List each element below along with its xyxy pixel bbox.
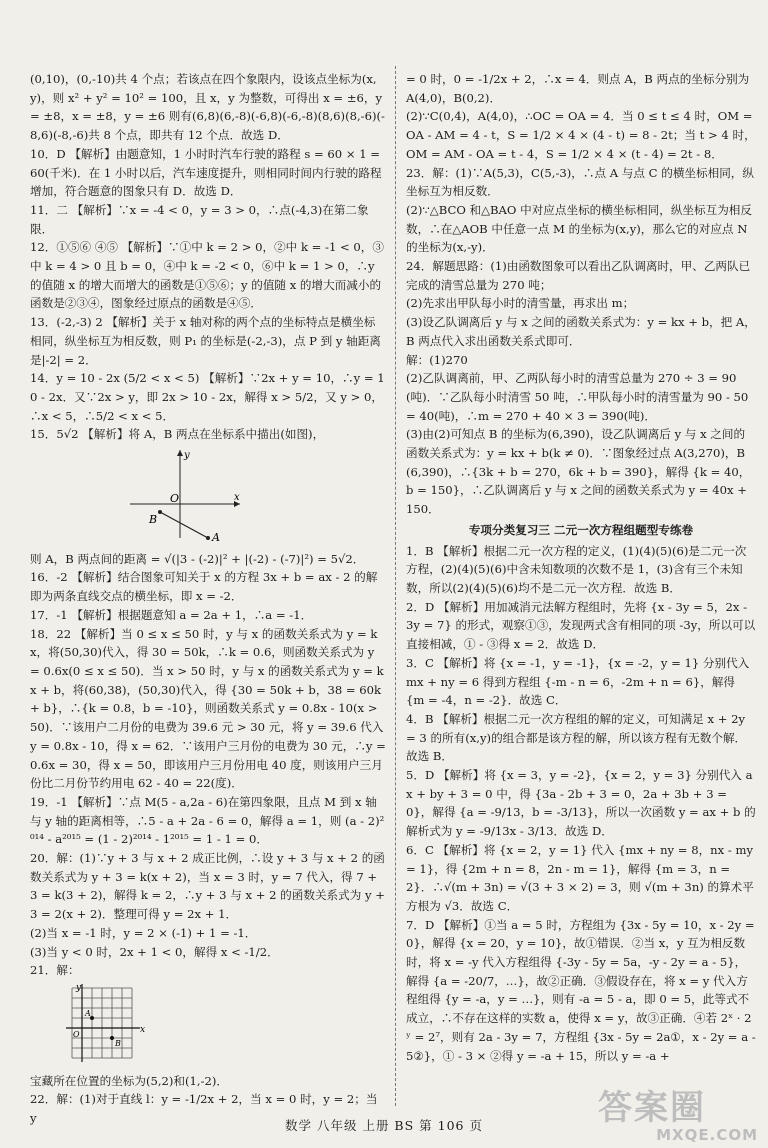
answer-paragraph: 24．解题思路：(1)由函数图象可以看出乙队调离时，甲、乙两队已完成的清雪总量为 270 吨；	[406, 259, 751, 292]
answer-paragraph: 22．解：(1)对于直线 l：y = -1/2x + 2，当 x = 0 时，y = 2；当 y	[30, 1092, 378, 1126]
answer-paragraph: 13．(-2,-3) 2 【解析】关于 x 轴对称的两个点的坐标特点是横坐标相同，纵坐标互为相反数，则 P₁ 的坐标是(-2,-3)，点 P 到 y 轴距离是|-2| = 2．	[30, 315, 381, 367]
point-a-label: A	[85, 1008, 91, 1018]
answer-paragraph: (3)由(2)可知点 B 的坐标为(6,390)，设乙队调离后 y 与 x 之间的函数关系式为：y = kx + b(k ≠ 0)．∵图象经过点 A(3,270)，B(6,390)，∴{3k + b = 270，6k + b = 390}，解得 {k = 40，b = 150}，∴乙队调离后 y 与 x 之间的函数关系式为 y = 40x + 150．	[406, 427, 751, 517]
answer-paragraph: 19．-1 【解析】∵点 M(5 - a,2a - 6)在第四象限，且点 M 到 x 轴与 y 轴的距离相等，∴5 - a + 2a - 6 = 0，解得 a = 1，则 (a - 2)²⁰¹⁴ - a²⁰¹⁵ = (1 - 2)²⁰¹⁴ - 1²⁰¹⁵ = 1 - 1 = 0．	[30, 794, 385, 847]
answer-paragraph: 6．C 【解析】将 {x = 2，y = 1} 代入 {mx + ny = 8，nx - my = 1}，得 {2m + n = 8，2n - m = 1}，解得 {m = 3，n = 2}．∴√(m + 3n) = √(3 + 3 × 2) = 3，则 √(m + 3n) 的算术平方根为 √3．故选 C．	[406, 842, 754, 913]
answer-paragraph: 12．①⑤⑥ ④⑤ 【解析】∵①中 k = 2 > 0，②中 k = -1 < 0，③中 k = 4 > 0 且 b = 0，④中 k = -2 < 0，⑥中 k = 1 > 0，∴y 的值随 x 的增大而增大的函数是①⑤⑥；y 的值随 x 的增大而减小的函数是②③④，图象经过原点的函数是④⑤．	[30, 240, 384, 311]
y-axis-label: y	[76, 982, 82, 993]
answer-paragraph: 21．解：	[30, 963, 80, 978]
section-title: 专项分类复习三 二元一次方程组题型专练卷	[468, 522, 694, 537]
origin-label: O	[170, 492, 180, 506]
x-axis-label: x	[234, 492, 240, 504]
origin-label: O	[73, 1029, 80, 1039]
point-a-label: A	[212, 531, 220, 543]
y-axis-label: y	[184, 450, 190, 462]
grid-figure-21	[30, 982, 150, 1064]
answer-paragraph: 15．5√2 【解析】将 A，B 两点在坐标系中描出(如图)，	[30, 427, 325, 442]
answer-paragraph: 则 A，B 两点间的距离 = √(|3 - (-2)|² + |(-2) - (-7)|²) = 5√2．	[30, 551, 365, 566]
answer-paragraph: (2)当 x = -1 时，y = 2 × (-1) + 1 = -1．	[30, 925, 257, 940]
answer-paragraph: 宝藏所在位置的坐标为(5,2)和(1,-2)．	[30, 1073, 229, 1088]
point-b-label: B	[149, 513, 158, 527]
left-column	[30, 70, 386, 1128]
answer-paragraph: (2)先求出甲队每小时的清雪量，再求出 m；	[406, 296, 635, 311]
watermark-url: MXQE.COM	[656, 1126, 758, 1144]
answer-paragraph: 18．22 【解析】当 0 ≤ x ≤ 50 时，y 与 x 的函数关系式为 y = kx，将(50,30)代入，得 30 = 50k，∴k = 0.6，则函数关系式为 y = 0.6x(0 ≤ x ≤ 50)．当 x > 50 时，y 与 x 的函数关系式为 y = kx + b，将(60,38)，(50,30)代入，得 {30 = 50k + b，38 = 60k + b}，∴{k = 0.8，b = -10}，则函数关系式 y = 0.8x - 10(x > 50)．∵该用户二月份的电费为 39.6 元 > 30 元，将 y = 39.6 代入 y = 0.8x - 10，得 x = 62．∵该用户三月份的电费为 30 元，∴y = 0.6x = 30，得 x = 50，即该用户三月份用电 40 度，则该用户三月份比二月份节约用电 62 - 40 = 22(度)．	[30, 626, 386, 791]
answer-paragraph: 10．D 【解析】由题意知，1 小时时汽车行驶的路程 s = 60 × 1 = 60(千米)．在 1 小时以后，汽车速度提升，则相同时间内行驶的路程增加，符合题意的图象只有 D．故选 D．	[30, 146, 382, 199]
answer-paragraph: (2)∵C(0,4)，A(4,0)，∴OC = OA = 4．当 0 ≤ t ≤ 4 时，OM = OA - AM = 4 - t，S = 1/2 × 4 × (4 - t) = 8 - 2t；当 t > 4 时，OM = AM - OA = t - 4，S = 1/2 × 4 × (t - 4) = 2t - 8．	[406, 109, 756, 161]
answer-paragraph: 5．D 【解析】将 {x = 3，y = -2}，{x = 2，y = 3} 分别代入 ax + by + 3 = 0 中，得 {3a - 2b + 3 = 0，2a + 3b + 3 = 0}，解得 {a = -9/13，b = -3/13}，所以一次函数 y = ax + b 的解析式为 y = -9/13x - 3/13．故选 D．	[406, 768, 756, 839]
answer-paragraph: (2)乙队调离前，甲、乙两队每小时的清雪总量为 270 ÷ 3 = 90(吨)．∵乙队每小时清雪 50 吨，∴甲队每小时的清雪量为 90 - 50 = 40(吨)，∴m = 270 + 40 × 3 = 390(吨)．	[406, 371, 749, 423]
answer-paragraph: 2．D 【解析】用加减消元法解方程组时，先将 {x - 3y = 5，2x - 3y = 7} 的形式，观察①③，发现两式含有相同的项 -3y，所以可以直接相减，① - ③得 x = 2．故选 D．	[406, 599, 756, 652]
answer-paragraph: 17．-1 【解析】根据题意知 a = 2a + 1，∴a = -1．	[30, 607, 313, 622]
answer-paragraph: = 0 时，0 = -1/2x + 2，∴x = 4．则点 A，B 两点的坐标分别为 A(4,0)，B(0,2)．	[406, 72, 750, 105]
answer-paragraph: 14．y = 10 - 2x (5/2 < x < 5) 【解析】∵2x + y = 10，∴y = 10 - 2x．又∵2x > y，即 2x > 10 - 2x，解得 x > 5/2，又 y > 0，∴x < 5，∴5/2 < x < 5．	[30, 371, 385, 423]
x-axis-label: x	[140, 1024, 146, 1035]
coordinate-figure-15	[30, 446, 270, 542]
answer-paragraph: 3．C 【解析】将 {x = -1，y = -1}，{x = -2，y = 1} 分别代入 mx + ny = 6 得到方程组 {-m - n = 6，-2m + n = 6}，解得 {m = -4，n = -2}．故选 C．	[406, 655, 750, 708]
point-b-label: B	[115, 1038, 121, 1048]
page-footer: 数学 八年级 上册 BS 第 106 页	[285, 1118, 483, 1133]
answer-paragraph: (2)∵△BCO 和△BAO 中对应点坐标的横坐标相同，纵坐标互为相反数，∴在△AOB 中任意一点 M 的坐标为(x,y)，那么它的对应点 N 的坐标为(x,-y)．	[406, 202, 752, 255]
answer-paragraph: (0,10)，(0,-10)共 4 个点；若该点在四个象限内，设该点坐标为(x,y)，则 x² + y² = 10² = 100，且 x，y 为整数，可得出 x = ±6，y = ±8，x = ±8，y = ±6 则有(6,8)(6,-8)(-6,8)(-6,-8)(8,6)(8,-6)(-8,6)(-8,-6)共 8 个点，即共有 12 个点．故选 D．	[30, 72, 385, 143]
answer-paragraph: 23．解：(1)∵A(5,3)，C(5,-3)，∴点 A 与点 C 的横坐标相同，纵坐标互为相反数．	[406, 165, 754, 199]
answer-paragraph: 20．解：(1)∵y + 3 与 x + 2 成正比例，∴设 y + 3 与 x + 2 的函数关系式为 y + 3 = k(x + 2)，当 x = 3 时，y = 7 代入，得 7 + 3 = k(3 + 2)，解得 k = 2，∴y + 3 与 x + 2 的函数关系式为 y + 3 = 2(x + 2)．整理可得 y = 2x + 1．	[30, 851, 385, 922]
watermark	[598, 1088, 758, 1144]
answer-paragraph: 解：(1)270	[406, 352, 468, 367]
watermark-logo: 答案圈	[598, 1088, 706, 1128]
answer-paragraph: 4．B 【解析】根据二元一次方程组的解的定义，可知满足 x + 2y = 3 的所有(x,y)的组合都是该方程的解，所以该方程有无数个解．故选 B．	[406, 711, 747, 764]
answer-paragraph: 1．B 【解析】根据二元一次方程的定义，(1)(4)(5)(6)是二元一次方程，(2)(4)(5)(6)中含未知数项的次数不是 1，(3)含有三个未知数，所以(2)(4)(5)(6)均不是二元一次方程．故选 B．	[406, 543, 747, 595]
answer-paragraph: 11．二 【解析】∵x = -4 < 0，y = 3 > 0，∴点(-4,3)在第二象限．	[30, 202, 369, 236]
answer-paragraph: (3)设乙队调离后 y 与 x 之间的函数关系式为：y = kx + b，把 A，B 两点代入求出函数关系式即可．	[406, 315, 756, 348]
answer-paragraph: (3)当 y < 0 时，2x + 1 < 0，解得 x < -1/2．	[30, 944, 279, 959]
right-column	[406, 70, 756, 1065]
column-divider	[395, 66, 396, 1106]
answer-paragraph: 7．D 【解析】①当 a = 5 时，方程组为 {3x - 5y = 10，x - 2y = 0}，解得 {x = 20，y = 10}，故①错误．②当 x，y 互为相反数时，将 x = -y 代入方程组得 {-3y - 5y = 5a，-y - 2y = a - 5}，解得 {a = -20/7，…}，故②正确．③假设存在，将 x = y 代入方程组得 {y = -a，y = …}，则有 -a = 5 - a，即 0 = 5，此等式不成立，∴不存在这样的实数 a，使得 x = y，故③正确．④若 2ˣ · 2ʸ = 2⁷，则有 2a - 3y = 7，方程组 {3x - 5y = 2a①，x - 2y = a - 5②}，① - 3 × ②得 y = -a + 15，所以 y = -a +	[406, 917, 756, 1063]
answer-paragraph: 16．-2 【解析】结合图象可知关于 x 的方程 3x + b = ax - 2 的解即为两条直线交点的横坐标，即 x = -2．	[30, 570, 378, 604]
